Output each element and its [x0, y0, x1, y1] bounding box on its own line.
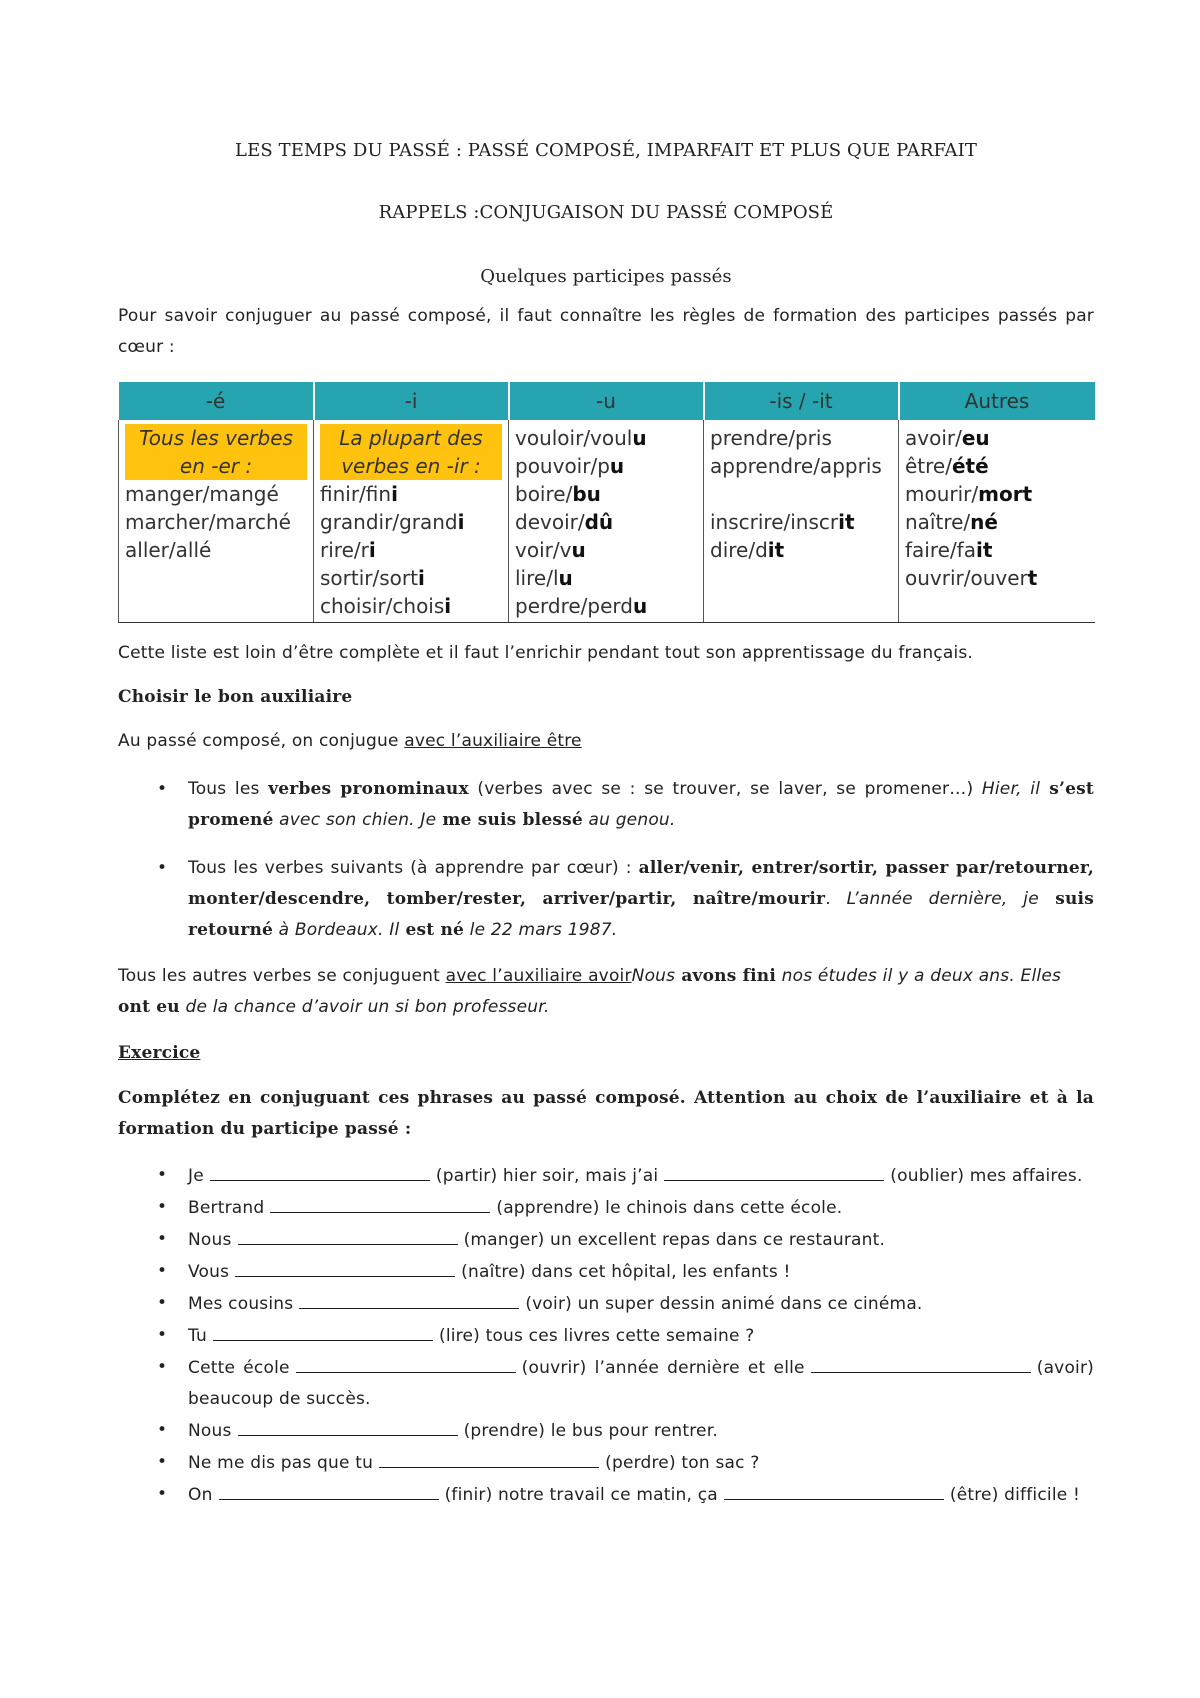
- verb-line: naître/né: [905, 510, 998, 534]
- exercise-instruction: Complétez en conjuguant ces phrases au passé composé. Attention au choix de l’auxiliaire et à la formation du participe passé :: [118, 1088, 1094, 1139]
- verb-line: avoir/eu: [905, 426, 990, 450]
- avoir-paragraph: Tous les autres verbes se conjuguent avec l’auxiliaire avoirNous avons fini nos études il y a deux ans. Elles ont eu de la chance d’avoir un si bon professeur.: [118, 966, 1062, 1017]
- verb-line: choisir/choisi: [320, 594, 452, 618]
- subsection-title-participes: Quelques participes passés: [480, 266, 732, 287]
- etre-bullet-list: [118, 774, 1094, 946]
- table-header: -u: [509, 382, 704, 420]
- table-cell-i: [314, 420, 509, 623]
- verb-line: devoir/dû: [515, 510, 614, 534]
- highlight-note: Tous les verbes en -er :: [125, 424, 307, 480]
- etre-underlined: avec l’auxiliaire être: [404, 731, 582, 751]
- table-header: -é: [119, 382, 314, 420]
- highlight-note: La plupart des verbes en -ir :: [320, 424, 502, 480]
- verb-line: voir/vu: [515, 538, 586, 562]
- blank-field[interactable]: [724, 1479, 944, 1500]
- main-title: LES TEMPS DU PASSÉ : PASSÉ COMPOSÉ, IMPARFAIT ET PLUS QUE PARFAIT: [235, 140, 977, 161]
- blank-field[interactable]: [664, 1160, 884, 1181]
- table-cell-u: [509, 420, 704, 623]
- verb-line: faire/fait: [905, 538, 993, 562]
- exercise-item: • Tu (lire) tous ces livres cette semaine ?: [118, 1320, 1094, 1352]
- verb-line: mourir/mort: [905, 482, 1033, 506]
- blank-field[interactable]: [811, 1352, 1031, 1373]
- verb-line: pouvoir/pu: [515, 454, 625, 478]
- blank-field[interactable]: [299, 1288, 519, 1309]
- verb-line: perdre/perdu: [515, 594, 648, 618]
- blank-field[interactable]: [238, 1224, 458, 1245]
- participles-table: [118, 382, 1095, 623]
- exercise-item: • Je (partir) hier soir, mais j’ai (oublier) mes affaires.: [118, 1160, 1094, 1192]
- exercise-item: • Nous (manger) un excellent repas dans ce restaurant.: [118, 1224, 1094, 1256]
- blank-field[interactable]: [270, 1192, 490, 1213]
- verb-line: vouloir/voulu: [515, 426, 647, 450]
- after-table-note: Cette liste est loin d’être complète et il faut l’enrichir pendant tout son apprentissage du français.: [118, 643, 974, 663]
- blank-field[interactable]: [238, 1415, 458, 1436]
- verb-line: être/été: [905, 454, 989, 478]
- verb-line: dire/dit: [710, 538, 785, 562]
- table-header: Autres: [899, 382, 1095, 420]
- table-header-row: [119, 382, 1095, 420]
- table-cell-autres: [899, 420, 1095, 623]
- table-header: -i: [314, 382, 509, 420]
- verb-line: marcher/marché: [125, 510, 291, 534]
- verb-line: inscrire/inscrit: [710, 510, 855, 534]
- exercise-item: • Cette école (ouvrir) l’année dernière et elle (avoir) beaucoup de succès.: [118, 1352, 1094, 1415]
- verb-line: lire/lu: [515, 566, 573, 590]
- verb-line: finir/fini: [320, 482, 398, 506]
- intro-paragraph: Pour savoir conjuguer au passé composé, il faut connaître les règles de formation des participes passés par cœur :: [118, 306, 1094, 357]
- verb-line: grandir/grandi: [320, 510, 465, 534]
- exercise-item: • Vous (naître) dans cet hôpital, les enfants !: [118, 1256, 1094, 1288]
- verb-line: sortir/sorti: [320, 566, 425, 590]
- table-row: [119, 420, 1095, 623]
- blank-field[interactable]: [296, 1352, 516, 1373]
- exercise-item: • On (finir) notre travail ce matin, ça (être) difficile !: [118, 1479, 1094, 1511]
- exercise-item: • Nous (prendre) le bus pour rentrer.: [118, 1415, 1094, 1447]
- list-item: • Tous les verbes pronominaux (verbes avec se : se trouver, se laver, se promener…) Hier, il s’est promené avec son chien. Je me suis blessé au genou.: [157, 779, 1094, 830]
- list-item: • Tous les verbes suivants (à apprendre par cœur) : aller/venir, entrer/sortir, passer par/retourner, monter/descendre, tomber/rester, arriver/partir, naître/mourir. L’année dernière, je suis retourné à Bordeaux. Il est né le 22 mars 1987.: [157, 858, 1094, 940]
- verb-line: manger/mangé: [125, 482, 279, 506]
- heading-auxiliaire: Choisir le bon auxiliaire: [118, 687, 353, 707]
- blank-field[interactable]: [210, 1160, 430, 1181]
- verb-line: aller/allé: [125, 538, 212, 562]
- verb-line: ouvrir/ouvert: [905, 566, 1038, 590]
- verb-line: rire/ri: [320, 538, 376, 562]
- verb-line: apprendre/appris: [710, 454, 882, 478]
- blank-field[interactable]: [379, 1447, 599, 1468]
- table-cell-e: [119, 420, 314, 623]
- blank-field[interactable]: [235, 1256, 455, 1277]
- heading-exercice: Exercice: [118, 1043, 201, 1063]
- etre-intro: Au passé composé, on conjugue avec l’auxiliaire être: [118, 731, 582, 751]
- exercise-item: • Ne me dis pas que tu (perdre) ton sac ?: [118, 1447, 1094, 1479]
- exercise-item: • Bertrand (apprendre) le chinois dans cette école.: [118, 1192, 1094, 1224]
- table-cell-is-it: [704, 420, 899, 623]
- verb-line: boire/bu: [515, 482, 601, 506]
- section-title-rappels: RAPPELS :CONJUGAISON DU PASSÉ COMPOSÉ: [378, 202, 834, 223]
- blank-field[interactable]: [213, 1320, 433, 1341]
- table-header: -is / -it: [704, 382, 899, 420]
- blank-field[interactable]: [219, 1479, 439, 1500]
- exercise-item: • Mes cousins (voir) un super dessin animé dans ce cinéma.: [118, 1288, 1094, 1320]
- verb-line: prendre/pris: [710, 426, 832, 450]
- exercise-list: [118, 1160, 1094, 1511]
